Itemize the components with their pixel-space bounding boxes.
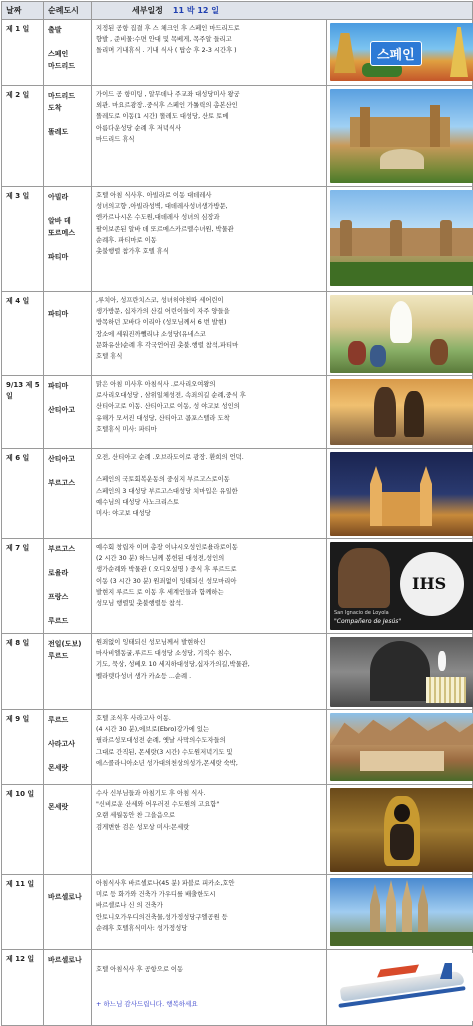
photo-cell (327, 20, 473, 86)
lourdes-grotto-photo (330, 637, 473, 707)
city-cell: 루르드 사라고사 몬세랏 (44, 710, 92, 785)
table-row (2, 539, 473, 634)
loyola-caption: San Ignacio de Loyola (334, 610, 389, 616)
plan-text: 호텔 아침식사 후 공항으로 이동 (96, 966, 184, 974)
table-row (2, 449, 473, 539)
montserrat-photo (330, 713, 473, 781)
photo-cell (327, 86, 473, 187)
plan-cell: 호텔 조식후 사라고사 이동. (4 시간 30 분),에브로(Ebro)강가에 있는 필라르성모대성전 순례, 옛날 사막의수도자들의 그대로 간직된, 몬세랏(3 시간) 수도원저녁기도 및 에스콜라니아소년 성가대의천상의성가,몬세랏 숙박, (92, 710, 327, 785)
city-cell: 아빌라 알바 데 또르메스 파티마 (44, 187, 92, 292)
table-row (2, 875, 473, 950)
photo-cell (327, 292, 473, 376)
plan-cell: 가이드 공 항미팅 , 알무데나 주교좌 대성당미사 왕궁 외관. 마요르광장..중식후 스페인 가톨릭의 총본산인 똘레도로 이동(1 시간) 똘레도 대성당, 산토 토메 아름다운성당 순례 후 저녁식사 마드리드 휴식 (92, 86, 327, 187)
table-row (2, 20, 473, 86)
plan-cell: 원죄없이 잉태되신 성모님께서 발현하신 마사비엘동굴,루르드 대성당 소성당, 기적수 침수, 기도, 묵상, 성베오 10 세지하대성당,십자가의길,박물관, 벨라뎃다성녀 생가 카쇼등 ...순례 . (92, 634, 327, 710)
photo-cell (327, 634, 473, 710)
photo-cell (327, 187, 473, 292)
city-cell: 파티마 (44, 292, 92, 376)
sagrada-familia-photo (330, 878, 473, 946)
photo-cell (327, 950, 473, 1026)
spain-collage-photo (330, 23, 473, 81)
burgos-cathedral-photo (330, 452, 473, 536)
header-plan (92, 2, 473, 20)
table-row (2, 86, 473, 187)
header-day: 날짜 (2, 2, 44, 20)
city-cell: 부르고스 로욜라 프랑스 루르드 (44, 539, 92, 634)
table-row (2, 710, 473, 785)
photo-cell (327, 376, 473, 449)
day-cell: 제 2 일 (2, 86, 44, 187)
ihs-monogram: IHS (412, 574, 447, 593)
toledo-photo (330, 89, 473, 183)
day-cell: 제 7 일 (2, 539, 44, 634)
day-cell: 제 8 일 (2, 634, 44, 710)
city-cell: 마드리드 도착 똘레도 (44, 86, 92, 187)
plan-cell: 예수회 창립자 이며 총장 이냐시오성인로욜라로이동 (2 시간 30 분) 하느님께 봉헌된 대성전,성인의 생가순례와 박물관 ( 오디오설명 ) 중식 후 루르드로 이동 (3 시간 30 분) 원죄없이 잉태되신 성모마리아 발현지 루르드 로 이동 후 세계인들과 함께하는 성모님 행렬및 촛불행렬등 참석. (92, 539, 327, 634)
loyola-photo (330, 542, 473, 630)
city-cell: 몬세랏 (44, 785, 92, 875)
table-row (2, 950, 473, 1026)
photo-cell (327, 710, 473, 785)
avila-walls-photo (330, 190, 473, 286)
city-cell: 바르셀로나 (44, 875, 92, 950)
day-cell: 제 6 일 (2, 449, 44, 539)
header-row (2, 2, 473, 20)
spain-badge: 스페인 (370, 41, 422, 66)
plan-cell (92, 950, 327, 1026)
city-cell: 출발 스페인 마드리드 (44, 20, 92, 86)
day-cell: 제 10 일 (2, 785, 44, 875)
table-row (2, 634, 473, 710)
plan-cell: ,루치아, 성프란치스코, 성녀히야친따 세어린이 생가방문, 십자가의 산길 어린이들이 자주 양들을 방목하던 꼬바다 이리아 (성모님께서 6 번 발현) 장소에 세워진까뻴리냐 소성당(유네스코 문화유산)순례 후 각국언어권 촛불.행렬 참석,파티마 호텔 휴식 (92, 292, 327, 376)
header-plan-label: 세부일정 (132, 6, 163, 15)
plan-cell: 수사 신부님들과 아침기도 후 아침 식사. "신비로운 산세와 어우러진 수도원의 고요함" 오랜 세월동안 찬 그을음으로 검게변한 검은 성모상 미사:몬세랏 (92, 785, 327, 875)
table-row (2, 187, 473, 292)
table-row (2, 785, 473, 875)
day-cell: 제 4 일 (2, 292, 44, 376)
plan-cell: 호텔 아침 식사후. 아빌라로 이동 대데레사 성녀의고향 ,아빌라성벽, 대데레사성녀생가방문, 엔카르나시온 수도원,대데레사 성녀의 심장과 팔이보존된 알바 데 또르메스카르멜수녀원, 박물관 순례후. 파티마로 이동 촛불행렬 참가후 호텔 휴식 (92, 187, 327, 292)
fatima-statue-photo (330, 379, 473, 445)
plan-cell: 맑은 아침 미사후 아침식사 .로사리오여왕의 로사리오대성당 , 삼위일체성전, 속죄의길 순례,중식 후 산티아고로 이동. 산티아고로 이동, 성 야고보 성인의 유해가 모셔진 대성당, 산티아고 콤포스텔라 도착 호텔휴식 미사: 파티마 (92, 376, 327, 449)
header-city: 순례도시 (44, 2, 92, 20)
black-madonna-photo (330, 788, 473, 872)
city-cell: 산티아고 부르고스 (44, 449, 92, 539)
table-row (2, 292, 473, 376)
plan-cell: 오전, 산티아고 순례 .오브라도이로 광장. 환희의 언덕. 스페인의 국토회복운동의 중심지 부르고스로이동 스페인의 3 대성당 부르고스대성당 치마입은 유일한 예수님의 대성당 사노크리스토 미사: 야고보 대성당 (92, 449, 327, 539)
day-cell: 9/13 제 5 일 (2, 376, 44, 449)
photo-cell (327, 875, 473, 950)
plan-cell: 아침식사후 바르셀로나(45 분) 파블로 피카소,호안 미로 등 화가와 건축가 가우디를 배출한도시 바르셀로나 신 의 건축가 안토니오가우디의건축물,성가정성당구엘공원 등 순례후 호텔휴식미사: 성가정성당 (92, 875, 327, 950)
day-cell: 제 9 일 (2, 710, 44, 785)
airplane-photo (330, 953, 473, 1021)
blessing-note: + 하느님 감사드립니다. 행복하세요 (96, 999, 198, 1008)
header-duration: 11 박 12 일 (172, 6, 219, 15)
day-cell: 제 12 일 (2, 950, 44, 1026)
fatima-apparition-photo (330, 295, 473, 373)
loyola-caption2: "Compañero de Jesús" (334, 618, 402, 625)
day-cell: 제 11 일 (2, 875, 44, 950)
photo-cell (327, 785, 473, 875)
table-row (2, 376, 473, 449)
photo-cell (327, 539, 473, 634)
plan-cell: 지정된 공항 집결 후 스 체크인 후 스페인 마드리드로 향발 , 준비물:수면 안대 및 목베게, 목주알 들리고 돌리며 기내휴식 . 기내 식사 ( 탑승 후 2-3 시간후 ) (92, 20, 327, 86)
photo-cell (327, 449, 473, 539)
itinerary-table (1, 1, 473, 1026)
day-cell: 제 3 일 (2, 187, 44, 292)
city-cell: 파티마 산티아고 (44, 376, 92, 449)
day-cell: 제 1 일 (2, 20, 44, 86)
city-cell: 바르셀로나 (44, 950, 92, 1026)
city-cell: 전일(도보) 루르드 (44, 634, 92, 710)
